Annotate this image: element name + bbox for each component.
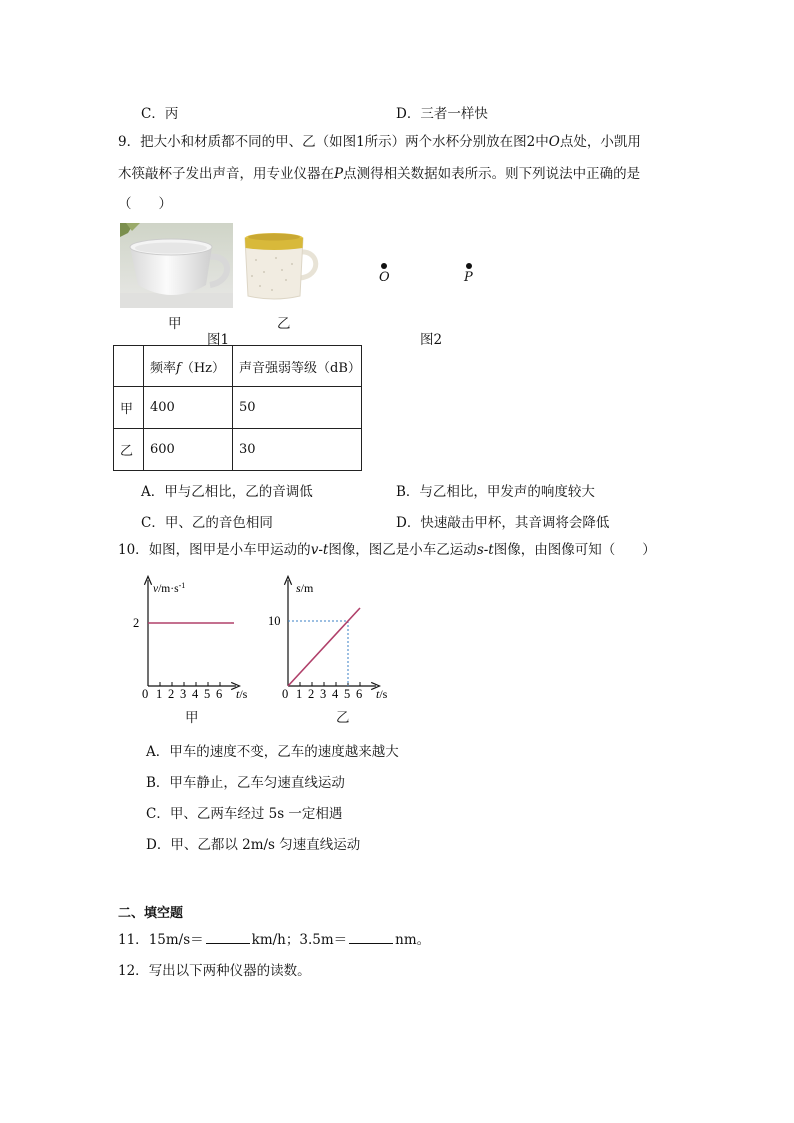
q10-stem: 10．如图，图甲是小车甲运动的v-t图像，图乙是小车乙运动s-t图像，由图像可知（ ）	[118, 542, 656, 558]
table-cell-name: 甲	[114, 387, 144, 429]
cup-jia-photo	[120, 223, 233, 308]
q9-option-c: C．甲、乙的音色相同	[141, 515, 273, 531]
graph-yi-x-ticks	[282, 687, 362, 701]
sound-data-table	[113, 345, 362, 471]
q12-number: 12．	[118, 963, 149, 979]
point-o-label: O	[379, 270, 390, 285]
q9-number: 9．	[118, 134, 141, 150]
svg-text:1: 1	[156, 687, 163, 701]
q9-option-a: A．甲与乙相比，乙的音调低	[141, 484, 313, 500]
q11-blank-1[interactable]	[206, 929, 250, 944]
q9-answer-bracket: （ ）	[118, 196, 172, 212]
q10-option-b: B．甲车静止，乙车匀速直线运动	[146, 775, 345, 791]
fig2-caption: 图2	[420, 332, 443, 348]
svg-text:6: 6	[356, 687, 363, 701]
graph-yi-xlabel: t/s	[376, 687, 388, 701]
graph-yi-caption: 乙	[336, 710, 350, 726]
svg-text:5: 5	[344, 687, 351, 701]
graph-yi-displacement-line	[288, 608, 360, 686]
q8-option-c: C．丙	[141, 106, 179, 122]
graph-jia-y-tick: 2	[133, 616, 140, 630]
q9-option-d: D．快速敲击甲杯，其音调将会降低	[396, 515, 610, 531]
q8-option-d: D．三者一样快	[396, 106, 488, 122]
table-cell-level: 30	[233, 429, 362, 471]
graph-jia-caption: 甲	[185, 710, 199, 726]
table-cell-level: 50	[233, 387, 362, 429]
graph-jia-xlabel: t/s	[236, 687, 248, 701]
q11: 11．15m/s＝ km/h；3.5m＝ nm。	[118, 928, 430, 948]
q10-option-d: D．甲、乙都以 2m/s 匀速直线运动	[146, 837, 361, 853]
q11-number: 11．	[118, 932, 149, 948]
graph-yi-y-tick: 10	[268, 614, 281, 628]
q10-number: 10．	[118, 542, 149, 558]
q9-option-b: B．与乙相比，甲发声的响度较大	[396, 484, 595, 500]
svg-text:0: 0	[142, 687, 149, 701]
svg-text:2: 2	[308, 687, 315, 701]
table-cell-name: 乙	[114, 429, 144, 471]
graph-jia-ylabel: $v/m\cdot s^{-1}$	[153, 581, 186, 595]
table-cell-frequency: 400	[144, 387, 233, 429]
svg-text:2: 2	[168, 687, 175, 701]
point-o-dot	[381, 263, 387, 269]
table-header-frequency: 频率f（Hz）	[144, 346, 233, 387]
q12: 12．写出以下两种仪器的读数。	[118, 963, 311, 979]
cup-jia-label: 甲	[168, 316, 182, 332]
q9-stem-line1: 9．把大小和材质都不同的甲、乙（如图1所示）两个水杯分别放在图2中O点处，小凯用	[118, 134, 641, 150]
svg-text:6: 6	[216, 687, 223, 701]
svg-text:5: 5	[204, 687, 211, 701]
graph-jia-x-ticks	[142, 687, 222, 701]
fig1-caption: 图1	[207, 332, 230, 348]
point-p-dot	[466, 263, 472, 269]
q9-stem-line2: 木筷敲杯子发出声音，用专业仪器在P点测得相关数据如表所示。则下列说法中正确的是	[118, 166, 641, 182]
table-header-empty	[114, 346, 144, 387]
table-header-row	[114, 346, 362, 387]
svg-text:4: 4	[332, 687, 339, 701]
q10-option-a: A．甲车的速度不变，乙车的速度越来越大	[146, 744, 399, 760]
point-p-label: P	[464, 270, 473, 285]
table-cell-frequency: 600	[144, 429, 233, 471]
svg-text:0: 0	[282, 687, 289, 701]
q10-option-c: C．甲、乙两车经过 5s 一定相遇	[146, 806, 343, 822]
graph-yi-ylabel: s/m	[296, 581, 314, 595]
table-row	[114, 429, 362, 471]
svg-text:1: 1	[296, 687, 303, 701]
section-title: 二、填空题	[118, 906, 184, 921]
q11-blank-2[interactable]	[349, 929, 393, 944]
svg-text:3: 3	[180, 687, 187, 701]
graph-yi-st	[266, 572, 396, 702]
svg-text:3: 3	[320, 687, 327, 701]
cup-yi-label: 乙	[277, 316, 291, 332]
svg-text:4: 4	[192, 687, 199, 701]
graph-jia-vt	[128, 572, 258, 702]
table-row	[114, 387, 362, 429]
cup-yi-photo	[242, 230, 324, 300]
table-header-level: 声音强弱等级（dB）	[233, 346, 362, 387]
